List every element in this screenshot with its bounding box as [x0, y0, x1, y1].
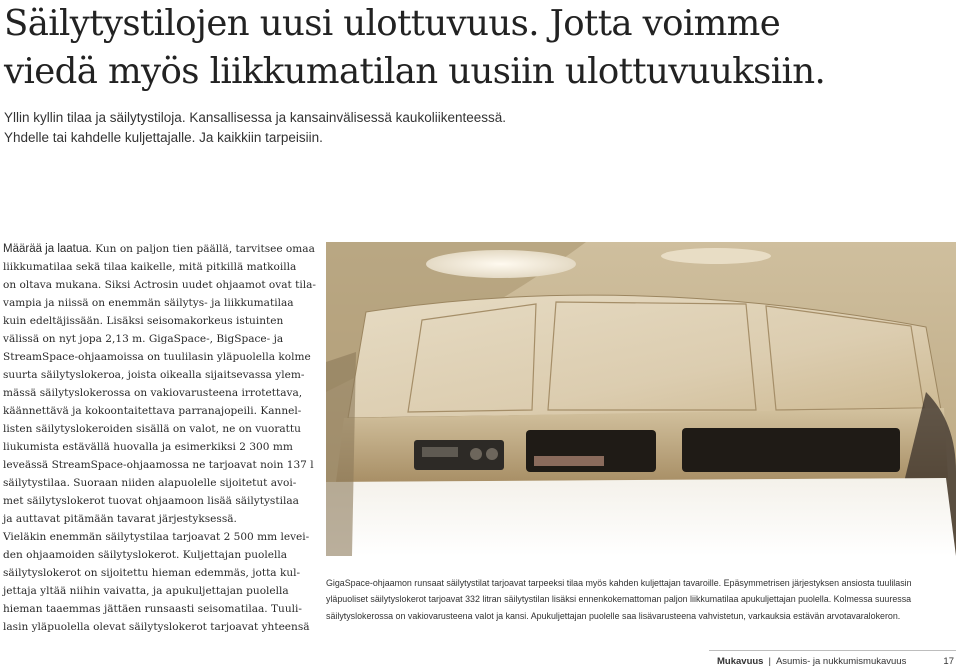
- radio-knob: [470, 448, 482, 460]
- body-line: hieman taaemmas jättäen runsaasti seisomatilaa. Tuuli-: [3, 603, 302, 615]
- open-storage-opening: [682, 428, 900, 472]
- body-lead-in: Määrää ja laatua.: [3, 243, 92, 255]
- heading-line: viedä myös liikkumatilan uusiin ulottuvuuksiin.: [4, 51, 826, 92]
- body-line: Vieläkin enemmän säilytystilaa tarjoavat 2 500 mm levei-: [3, 531, 310, 543]
- body-line: liikkumatilaa sekä tilaa kaikelle, mitä pitkillä matkoilla: [3, 261, 297, 273]
- body-line: vampia ja niissä on enemmän säilytys- ja liikkumatilaa: [3, 297, 294, 309]
- windscreen: [326, 478, 956, 556]
- radio-display: [422, 447, 458, 457]
- body-line: kuin edeltäjissään. Lisäksi seisomakorkeus istuinten: [3, 315, 284, 327]
- page-heading: [4, 0, 954, 96]
- body-line: mässä säilytyslokerossa on vakiovarusteena irrotettava,: [3, 387, 303, 399]
- body-line: den ohjaamoiden säilytyslokerot. Kuljettajan puolella: [3, 549, 288, 561]
- body-line: on oltava mukana. Siksi Actrosin uudet ohjaamot ovat tila-: [3, 279, 316, 291]
- caption-line: säilytyslokerossa on vakiovarusteena valot ja kansi. Apukuljettajan puolelle saa lisävarusteena vahvistetun, varkauksia estävän arvotavaralokeron.: [326, 610, 901, 621]
- cab-interior-photo: [326, 242, 956, 556]
- body-line: käännettävä ja kokoontaitettava parranajopeili. Kannel-: [3, 405, 302, 417]
- footer-subsection: Asumis- ja nukkumismukavuus: [775, 656, 907, 667]
- body-line: listen säilytyslokeroiden sisällä on valot, ne on vuorattu: [3, 423, 301, 435]
- body-line: StreamSpace-ohjaamoissa on tuulilasin yläpuolella kolme: [3, 351, 311, 363]
- photo-caption: [326, 575, 956, 625]
- roof-hatch-light: [426, 250, 576, 278]
- caption-line: GigaSpace-ohjaamon runsaat säilytystilat tarjoavat tarpeeksi tilaa myös kahden kuljettajan tavaroille. Epäsymmetrisen järjestyksen ansiosta tuulilasin: [326, 577, 912, 588]
- body-line: lasin yläpuolella olevat säilytyslokerot tarjoavat yhteensä: [3, 621, 310, 633]
- side-pillar: [326, 352, 356, 556]
- body-line: jettaja yltää niihin vaivatta, ja apukuljettajan puolella: [3, 585, 289, 597]
- body-line: ja auttavat pitämään tavarat järjestyksessä.: [3, 513, 237, 525]
- footer-divider: [709, 650, 956, 651]
- cab-storage-illustration: [326, 242, 956, 556]
- intro-line: Yhdelle tai kahdelle kuljettajalle. Ja kaikkiin tarpeisiin.: [4, 130, 323, 145]
- intro-line: Yllin kyllin tilaa ja säilytystiloja. Kansallisessa ja kansainvälisessä kaukoliikenteessä.: [4, 110, 506, 125]
- body-line: välissä on nyt jopa 2,13 m. GigaSpace-, BigSpace- ja: [3, 333, 284, 345]
- body-line: met säilytyslokerot tuovat ohjaamoon lisää säilytystilaa: [3, 495, 299, 507]
- body-line: suurta säilytyslokeroa, joista oikealla sijaitsevassa ylem-: [3, 369, 305, 381]
- page-footer: [717, 655, 957, 669]
- body-text-column: [3, 240, 316, 636]
- body-line-rest: Kun on paljon tien päällä, tarvitsee omaa: [91, 243, 315, 255]
- body-line: säilytystilaa. Suoraan niiden alapuolelle sijoitetut avoi-: [3, 477, 297, 489]
- magazine: [534, 456, 604, 466]
- caption-line: yläpuoliset säilytyslokerot tarjoavat 332 litran säilytystilan lisäksi ennenkokemattoman paljon liikkumatilaa apukuljettajan puolella. Kolmessa suuressa: [326, 594, 912, 605]
- body-line: [3, 240, 313, 258]
- body-line: säilytyslokerot on sijoitettu hieman edemmäs, jotta kul-: [3, 567, 301, 579]
- ceiling-light: [661, 248, 771, 264]
- heading-line: Säilytystilojen uusi ulottuvuus. Jotta voimme: [4, 3, 781, 44]
- body-line: liukumista estävällä huovalla ja esimerkiksi 2 300 mm: [3, 441, 293, 453]
- footer-separator: |: [768, 656, 771, 667]
- footer-section: Mukavuus: [717, 656, 764, 667]
- radio-knob: [486, 448, 498, 460]
- page-number: 17: [943, 656, 954, 667]
- body-line: leveässä StreamSpace-ohjaamossa ne tarjoavat noin 137 l: [3, 459, 314, 471]
- intro-paragraph: [4, 108, 704, 148]
